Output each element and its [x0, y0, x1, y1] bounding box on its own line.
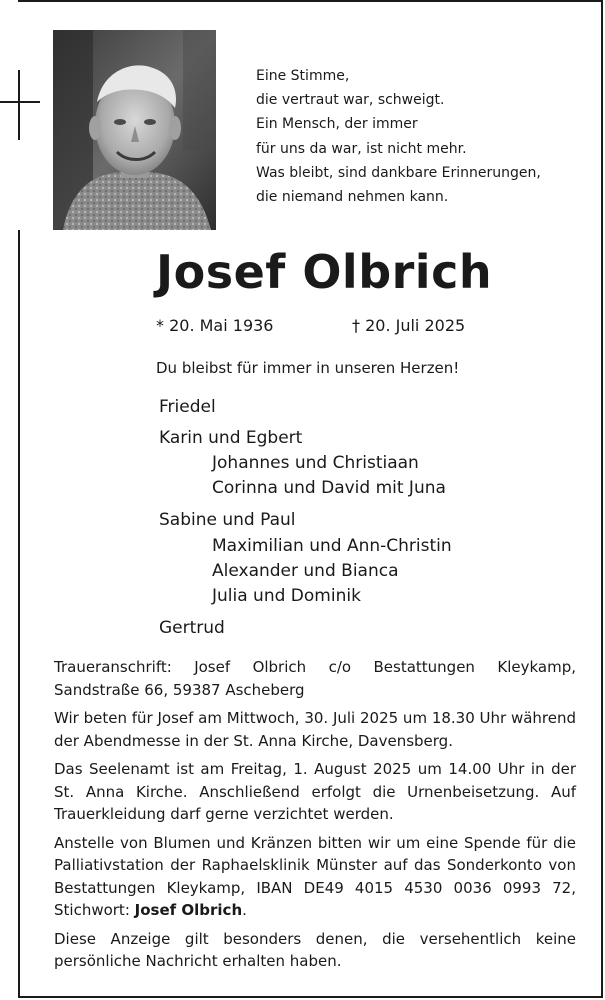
- memorial-quote: Du bleibst für immer in unseren Herzen!: [156, 359, 460, 377]
- family-member: Friedel: [159, 397, 216, 417]
- portrait-photo: [53, 30, 216, 230]
- family-member: Julia und Dominik: [212, 586, 361, 606]
- donation-notice: [54, 832, 576, 922]
- family-member: Karin und Egbert: [159, 428, 303, 448]
- family-member: Alexander und Bianca: [212, 561, 399, 581]
- cross-icon-vertical: [18, 70, 20, 140]
- donation-keyword: Josef Olbrich: [134, 901, 243, 919]
- poem-line: Eine Stimme,: [256, 68, 350, 84]
- deceased-name: Josef Olbrich: [156, 245, 493, 299]
- poem-line: für uns da war, ist nicht mehr.: [256, 140, 467, 157]
- poem-line: die niemand nehmen kann.: [256, 189, 449, 206]
- poem: [256, 64, 541, 209]
- prayer-notice: Wir beten für Josef am Mittwoch, 30. Juli 2025 um 18.30 Uhr während der Abendmesse in der St. Anna Kirche, Davensberg.: [54, 709, 577, 750]
- birth-date: * 20. Mai 1936: [156, 316, 274, 335]
- poem-line: Ein Mensch, der immer: [256, 116, 418, 133]
- mourning-address: Traueranschrift: Josef Olbrich c/o Bestattungen Kleykamp, Sandstraße 66, 59387 Ascheberg: [54, 658, 576, 699]
- cross-icon: [0, 101, 40, 103]
- poem-line: die vertraut war, schweigt.: [256, 92, 445, 109]
- poem-line: Was bleibt, sind dankbare Erinnerungen,: [256, 164, 541, 181]
- family-member: Maximilian und Ann-Christin: [212, 536, 452, 556]
- frame-border-right: [601, 40, 603, 240]
- notes-section: [54, 656, 576, 979]
- donation-text: Anstelle von Blumen und Kränzen bitten wir um eine Spende für die Palliativstation der Raphaelsklinik Münster auf das Sonderkonto von Bestattungen Kleykamp, IBAN DE49 4015 4530 0036 0993 72, Stichwort:: [54, 833, 576, 919]
- closing-note: Diese Anzeige gilt besonders denen, die versehentlich keine persönliche Nachricht erhalten haben.: [54, 929, 576, 970]
- requiem-notice: Das Seelenamt ist am Freitag, 1. August 2025 um 14.00 Uhr in der St. Anna Kirche. Anschließend erfolgt die Urnenbeisetzung. Auf Trauerkleidung darf gerne verzichtet werden.: [54, 760, 576, 823]
- donation-end: .: [242, 901, 247, 919]
- family-member: Sabine und Paul: [159, 510, 296, 530]
- family-member: Corinna und David mit Juna: [212, 478, 446, 498]
- family-member: Johannes und Christiaan: [212, 453, 419, 473]
- death-date: † 20. Juli 2025: [352, 316, 466, 335]
- family-member: Gertrud: [159, 618, 225, 638]
